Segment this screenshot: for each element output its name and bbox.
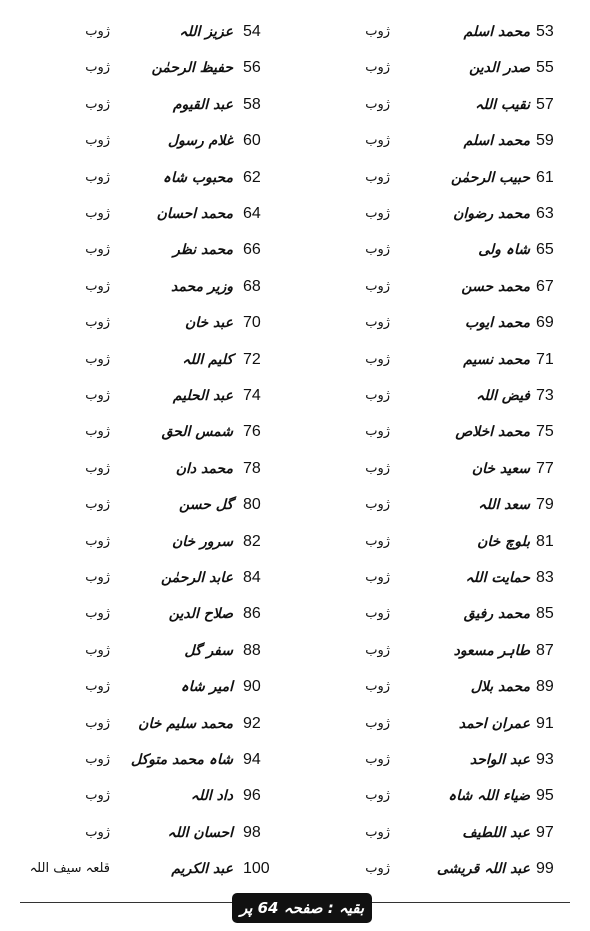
entry-number: 92 <box>243 714 261 732</box>
list-row <box>0 709 590 739</box>
entry-number: 84 <box>243 569 261 586</box>
entry-name: محمد احسان <box>156 206 233 222</box>
entry-number: 62 <box>243 168 261 186</box>
entry-name: محمد نظر <box>173 242 233 259</box>
list-row <box>0 345 590 375</box>
list-row <box>0 454 590 484</box>
list-row <box>0 563 590 593</box>
entry-number: 93 <box>536 751 554 768</box>
entry-place: ژوب <box>85 278 110 294</box>
list-row <box>0 308 590 338</box>
entry-name: سفر گل <box>184 642 233 659</box>
entry-number: 69 <box>536 314 554 332</box>
list-row <box>0 781 590 811</box>
entry-number: 97 <box>536 823 554 841</box>
entry-number: 58 <box>243 95 261 113</box>
entry-name: وزیر محمد <box>171 278 233 295</box>
entry-number: 60 <box>243 132 261 150</box>
list-row <box>0 199 590 229</box>
list-row <box>0 672 590 702</box>
entry-number: 96 <box>243 787 261 805</box>
list-row <box>0 599 590 629</box>
entry-number: 81 <box>536 532 554 550</box>
entry-number: 65 <box>536 241 554 259</box>
entry-number: 99 <box>536 860 554 878</box>
entry-name: محمد اسلم <box>463 133 530 150</box>
entry-name: محمد بلال <box>470 679 530 696</box>
list-row <box>0 53 590 83</box>
entry-place: ژوب <box>365 169 390 185</box>
entry-name: محمد رضوان <box>453 206 530 222</box>
entry-name: محمد حسن <box>461 278 530 295</box>
entry-place: ژوب <box>365 861 390 877</box>
entry-name: محمد دان <box>175 460 233 477</box>
entry-number: 73 <box>536 387 554 404</box>
entry-place: ژوب <box>365 715 390 731</box>
entry-number: 95 <box>536 787 554 805</box>
entry-number: 87 <box>536 641 554 659</box>
list-row <box>0 490 590 520</box>
entry-place: ژوب <box>365 606 390 622</box>
entry-number: 80 <box>243 496 261 514</box>
entry-place: ژوب <box>85 606 110 622</box>
entry-place: ژوب <box>85 497 110 513</box>
entry-place: ژوب <box>365 642 390 658</box>
entry-number: 72 <box>243 350 261 368</box>
entry-place: ژوب <box>365 60 390 76</box>
entry-place: ژوب <box>365 278 390 294</box>
list-row <box>0 381 590 411</box>
entry-number: 63 <box>536 205 554 222</box>
entry-place: ژوب <box>365 388 390 403</box>
entry-number: 100 <box>243 860 270 878</box>
entry-place: ژوب <box>365 133 390 149</box>
entry-place: ژوب <box>365 206 390 221</box>
entry-name: گل حسن <box>179 497 233 514</box>
entry-name: عبد الواحد <box>469 752 530 768</box>
entry-place: ژوب <box>365 570 390 585</box>
entry-number: 83 <box>536 569 554 586</box>
entry-name: عبد الحلیم <box>172 388 233 404</box>
entry-name: احسان اللہ <box>167 824 233 841</box>
entry-number: 86 <box>243 605 261 623</box>
entry-name: امیر شاہ <box>180 679 233 696</box>
entry-name: کلیم اللہ <box>182 351 233 368</box>
entry-place: ژوب <box>365 24 390 39</box>
entry-place: ژوب <box>85 351 110 367</box>
entry-place: ژوب <box>365 497 390 513</box>
entry-name: عبد الکریم <box>171 861 233 878</box>
entry-number: 57 <box>536 95 554 113</box>
list-row <box>0 818 590 848</box>
entry-number: 71 <box>536 350 554 368</box>
entry-number: 70 <box>243 314 261 332</box>
entry-number: 85 <box>536 605 554 623</box>
list-row <box>0 527 590 557</box>
entry-name: شمس الحق <box>161 424 233 441</box>
list-row <box>0 17 590 47</box>
entry-place: ژوب <box>85 715 110 731</box>
entry-name: محمد اخلاص <box>455 424 530 441</box>
list-row <box>0 854 590 884</box>
entry-place: ژوب <box>85 169 110 185</box>
entry-place: ژوب <box>85 388 110 403</box>
entry-name: شاہ محمد متوکل <box>130 752 233 768</box>
list-row <box>0 272 590 302</box>
entry-name: بلوچ خان <box>477 533 530 550</box>
entry-number: 75 <box>536 423 554 441</box>
entry-name: سعد اللہ <box>478 497 530 514</box>
entry-name: عبد القیوم <box>172 96 233 113</box>
entry-place: ژوب <box>85 570 110 585</box>
entry-name: عمران احمد <box>458 715 530 732</box>
entry-number: 56 <box>243 59 261 77</box>
list-row <box>0 636 590 666</box>
entry-place: ژوب <box>85 242 110 258</box>
entry-place: ژوب <box>365 788 390 804</box>
entry-place: ژوب <box>85 424 110 440</box>
entry-name: محبوب شاہ <box>162 169 233 186</box>
entry-name: صدر الدین <box>469 60 530 77</box>
entry-name: محمد رفیق <box>463 606 530 623</box>
list-row <box>0 745 590 775</box>
entry-number: 89 <box>536 678 554 696</box>
entry-number: 53 <box>536 23 554 40</box>
entry-place: ژوب <box>85 642 110 658</box>
entry-place: ژوب <box>365 533 390 549</box>
entry-name: حمایت اللہ <box>465 570 530 586</box>
entry-name: عزیز اللہ <box>179 24 233 40</box>
entry-place: ژوب <box>85 24 110 39</box>
entry-place: ژوب <box>85 133 110 149</box>
entry-place: ژوب <box>365 351 390 367</box>
entry-number: 76 <box>243 423 261 441</box>
entry-number: 74 <box>243 387 261 404</box>
entry-place: ژوب <box>85 460 110 476</box>
entry-number: 67 <box>536 277 554 295</box>
entry-place: ژوب <box>85 60 110 76</box>
entry-number: 78 <box>243 459 261 477</box>
entry-place: ژوب <box>85 752 110 767</box>
list-row <box>0 417 590 447</box>
entry-number: 68 <box>243 277 261 295</box>
entry-place: ژوب <box>365 752 390 767</box>
entry-name: صلاح الدین <box>168 606 233 623</box>
list-row <box>0 163 590 193</box>
entry-name: عبد اللطیف <box>462 824 530 841</box>
entry-name: شاہ ولی <box>478 242 530 259</box>
continuation-badge: بقیہ : صفحہ 64 پر <box>232 893 372 923</box>
entry-number: 54 <box>243 23 261 40</box>
entry-name: طاہر مسعود <box>453 642 530 659</box>
entry-place: ژوب <box>85 533 110 549</box>
entry-name: نقیب اللہ <box>475 96 530 113</box>
entry-name: سرور خان <box>171 533 233 550</box>
entry-place: ژوب <box>85 824 110 840</box>
entry-number: 66 <box>243 241 261 259</box>
entry-name: ضیاء اللہ شاہ <box>448 788 530 805</box>
entry-name: محمد ایوب <box>464 315 530 332</box>
entry-number: 90 <box>243 678 261 696</box>
entry-number: 94 <box>243 751 261 768</box>
entry-place: ژوب <box>85 788 110 804</box>
entry-number: 88 <box>243 641 261 659</box>
entry-name: محمد اسلم <box>463 24 530 40</box>
entry-name: عابد الرحمٰن <box>160 570 233 586</box>
entry-name: محمد نسیم <box>463 351 530 368</box>
entry-name: حفیظ الرحمٰن <box>151 60 233 77</box>
list-row <box>0 235 590 265</box>
list-row <box>0 90 590 120</box>
entry-name: محمد سلیم خان <box>138 715 233 732</box>
list-row <box>0 126 590 156</box>
entry-place: ژوب <box>365 242 390 258</box>
entry-number: 77 <box>536 459 554 477</box>
entry-name: داد اللہ <box>190 788 233 805</box>
entry-place: ژوب <box>365 96 390 112</box>
entry-number: 64 <box>243 205 261 222</box>
entry-place: ژوب <box>85 315 110 331</box>
entry-place: ژوب <box>85 679 110 695</box>
entry-number: 91 <box>536 714 554 732</box>
entry-place: قلعہ سیف اللہ <box>29 861 110 877</box>
entry-place: ژوب <box>365 460 390 476</box>
entry-place: ژوب <box>365 679 390 695</box>
entry-name: سعید خان <box>471 460 530 477</box>
entry-place: ژوب <box>85 206 110 221</box>
entry-name: حبیب الرحمٰن <box>450 169 530 186</box>
entry-name: غلام رسول <box>167 133 233 150</box>
entry-name: فیض اللہ <box>476 388 530 404</box>
entry-number: 61 <box>536 168 554 186</box>
entry-place: ژوب <box>365 424 390 440</box>
entry-number: 79 <box>536 496 554 514</box>
entry-number: 98 <box>243 823 261 841</box>
entry-name: عبد اللہ قریشی <box>436 861 530 878</box>
entry-number: 59 <box>536 132 554 150</box>
entry-name: عبد خان <box>184 315 233 332</box>
entry-place: ژوب <box>365 824 390 840</box>
entry-place: ژوب <box>85 96 110 112</box>
entry-place: ژوب <box>365 315 390 331</box>
entry-number: 55 <box>536 59 554 77</box>
entry-number: 82 <box>243 532 261 550</box>
